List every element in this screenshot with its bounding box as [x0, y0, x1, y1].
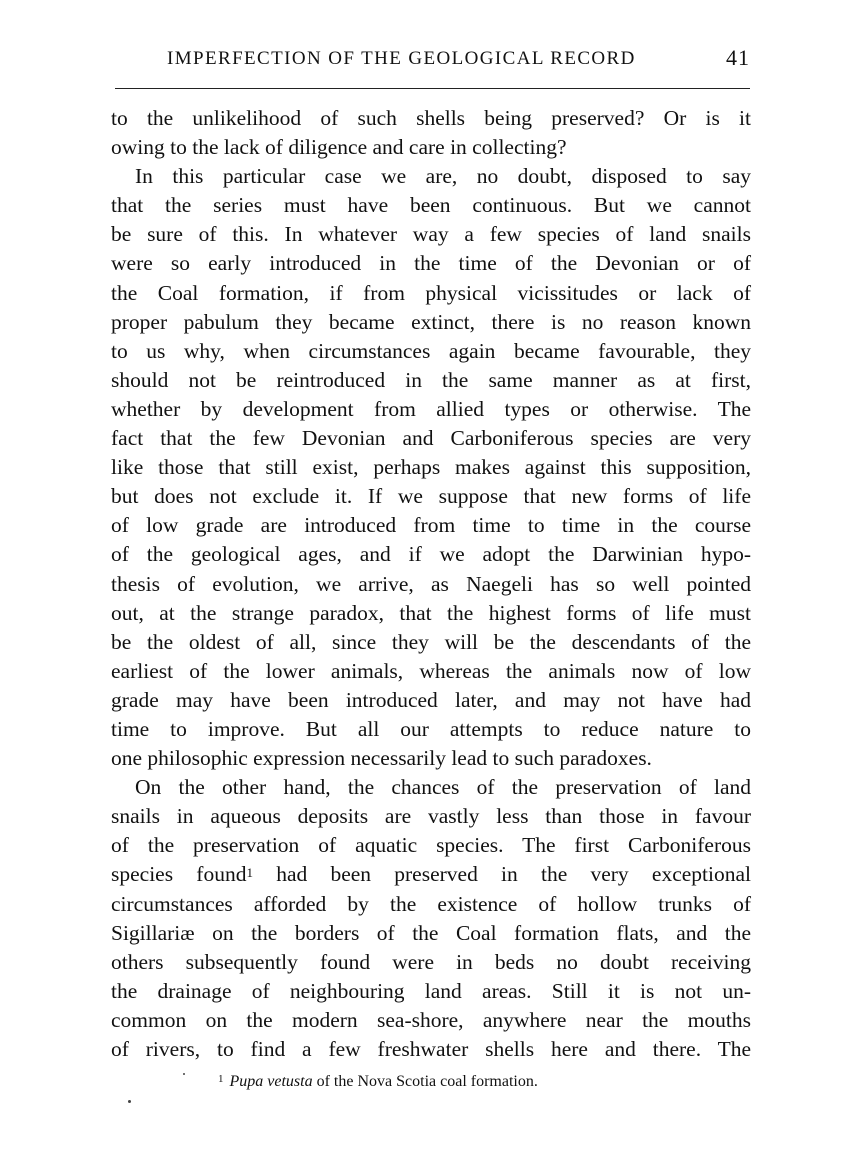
text-line: earliest of the lower animals, whereas the animals now of low — [111, 658, 751, 683]
text-line: owing to the lack of diligence and care in collecting? — [111, 135, 567, 160]
text-line: of the preservation of aquatic species. The first Carboniferous — [111, 833, 751, 858]
text-line: the Coal formation, if from physical vicissitudes or lack of — [111, 280, 751, 305]
text-line: one philosophic expression necessarily lead to such paradoxes. — [111, 746, 652, 771]
text-line: be sure of this. In whatever way a few species of land snails — [111, 222, 751, 247]
text-line: proper pabulum they became extinct, there is no reason known — [111, 309, 751, 334]
text-line: On the other hand, the chances of the preservation of land — [135, 775, 751, 800]
text-line: grade may have been introduced later, and may not have had — [111, 687, 751, 712]
text-line: like those that still exist, perhaps makes against this supposition, — [111, 455, 751, 480]
footnote-reference: 1 — [246, 865, 253, 881]
text-line: but does not exclude it. If we suppose that new forms of life — [111, 484, 751, 509]
text-line: out, at the strange paradox, that the highest forms of life must — [111, 600, 751, 625]
footnote-mark: 1 — [218, 1073, 224, 1085]
text-line: time to improve. But all our attempts to reduce nature to — [111, 716, 751, 741]
text-segment: had been preserved in the very exceptional — [252, 862, 751, 887]
footnote-italic-text: Pupa vetusta — [229, 1073, 313, 1090]
text-line: thesis of evolution, we arrive, as Naegeli has so well pointed — [111, 571, 751, 596]
body-text — [111, 104, 751, 1064]
text-line: to the unlikelihood of such shells being preserved? Or is it — [111, 106, 751, 130]
text-line: Sigillariæ on the borders of the Coal formation flats, and the — [111, 920, 751, 945]
text-line: common on the modern sea-shore, anywhere near the mouths — [111, 1007, 751, 1032]
header-rule — [115, 88, 750, 89]
text-line: whether by development from allied types or otherwise. The — [111, 396, 751, 421]
page-number: 41 — [726, 45, 750, 70]
text-line: In this particular case we are, no doubt, disposed to say — [135, 164, 751, 189]
text-line-with-footnote-ref — [111, 860, 751, 889]
text-line: of rivers, to find a few freshwater shells here and there. The — [111, 1037, 751, 1061]
text-line: to us why, when circumstances again became favourable, they — [111, 338, 751, 363]
text-line: of low grade are introduced from time to time in the course — [111, 513, 751, 538]
text-segment: species found — [111, 862, 247, 887]
text-line: be the oldest of all, since they will be the descendants of the — [111, 629, 751, 654]
footnote-text: of the Nova Scotia coal formation. — [312, 1073, 538, 1090]
text-line: snails in aqueous deposits are vastly less than those in favour — [111, 804, 751, 829]
text-line: circumstances afforded by the existence of hollow trunks of — [111, 891, 751, 916]
text-line: fact that the few Devonian and Carboniferous species are very — [111, 426, 751, 451]
text-line: of the geological ages, and if we adopt the Darwinian hypo- — [111, 542, 751, 567]
text-line: the drainage of neighbouring land areas. Still it is not un- — [111, 978, 751, 1003]
running-header — [115, 45, 750, 78]
header-title: IMPERFECTION OF THE GEOLOGICAL RECORD — [167, 48, 636, 69]
footnote — [218, 1073, 778, 1091]
text-line: were so early introduced in the time of the Devonian or of — [111, 251, 751, 276]
text-line: should not be reintroduced in the same manner as at first, — [111, 367, 751, 392]
print-speck — [183, 1073, 185, 1075]
print-speck — [128, 1100, 131, 1103]
text-line: others subsequently found were in beds no doubt receiving — [111, 949, 751, 974]
text-line: that the series must have been continuous. But we cannot — [111, 193, 751, 218]
